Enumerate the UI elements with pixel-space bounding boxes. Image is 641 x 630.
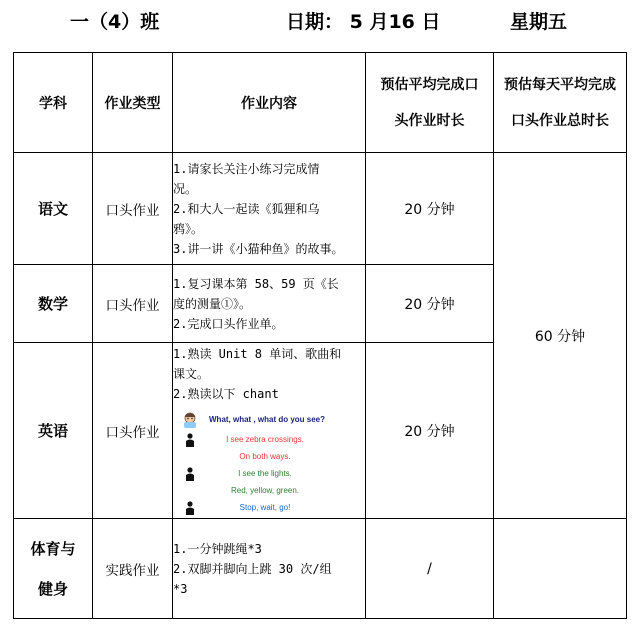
chant-line: I see the lights. [238,468,292,478]
content-line: 1.复习课本第 58、59 页《长 [173,276,339,291]
content-line: 课文。 [173,366,210,381]
content-cell [173,343,366,519]
header-duration-line2: 头作业时长 [394,112,465,129]
duration-cell: 20 分钟 [366,265,494,343]
total-duration-cell: 60 分钟 [494,153,627,519]
header-total-line2: 口头作业总时长 [511,112,609,129]
chant-picture [173,410,365,518]
subject-cell [14,519,93,619]
content-line: 1.请家长关注小练习完成情 [173,161,320,176]
subject-line: 体育与 [30,539,76,558]
type-cell: 口头作业 [93,343,173,519]
header-duration [366,53,494,153]
content-line: 度的测量①》。 [173,296,252,311]
type-cell: 口头作业 [93,265,173,343]
header-total [494,53,627,153]
header-type: 作业类型 [93,53,173,153]
content-line: 鸦》。 [173,221,204,236]
table-header-row [14,53,627,153]
class-name: 一（4）班 [70,11,160,33]
header-subject: 学科 [14,53,93,153]
person-icon [175,467,205,481]
content-line: 2.和大人一起读《狐狸和乌 [173,201,320,216]
content-line: 2.完成口头作业单。 [173,316,284,331]
chant-row [175,450,365,464]
type-cell: 口头作业 [93,153,173,265]
header-total-line1: 预估每天平均完成 [504,76,616,93]
chant-row [175,484,365,498]
subject-cell: 语文 [14,153,93,265]
subject-cell: 数学 [14,265,93,343]
content-line: 2.双脚并脚向上跳 30 次/组 [173,561,332,576]
table-row-pe [14,519,627,619]
table-row-chinese [14,153,627,265]
content-line: *3 [173,581,188,596]
homework-table [13,52,627,619]
subject-cell: 英语 [14,343,93,519]
chant-line: Stop, wait, go! [239,502,291,512]
chant-line: Red, yellow, green. [230,485,300,495]
person-icon [175,433,205,447]
chant-line: I see zebra crossings. [226,434,304,444]
type-cell: 实践作业 [93,519,173,619]
content-cell [173,519,366,619]
kid-icon [175,412,205,428]
content-cell [173,153,366,265]
content-line: 况。 [173,181,198,196]
content-line: 2.熟读以下 chant [173,386,279,401]
header-duration-line1: 预估平均完成口 [380,76,479,93]
chant-line: On both ways. [239,451,291,461]
chant-question: What, what , what do you see? [209,414,326,424]
weekday: 星期五 [510,11,568,33]
subject-line: 健身 [37,579,68,598]
chant-question-row [175,410,365,430]
chant-row [175,498,365,518]
date-text: 日期： 5 月16 日 [286,11,441,33]
person-icon [175,501,205,515]
empty-total-cell [494,519,627,619]
content-line: 1.熟读 Unit 8 单词、歌曲和 [173,346,342,361]
duration-cell: / [366,519,494,619]
content-line: 1.一分钟跳绳*3 [173,541,262,556]
duration-cell: 20 分钟 [366,343,494,519]
header-content: 作业内容 [173,53,366,153]
content-cell [173,265,366,343]
duration-cell: 20 分钟 [366,153,494,265]
content-line: 3.讲一讲《小猫种鱼》的故事。 [173,241,344,256]
